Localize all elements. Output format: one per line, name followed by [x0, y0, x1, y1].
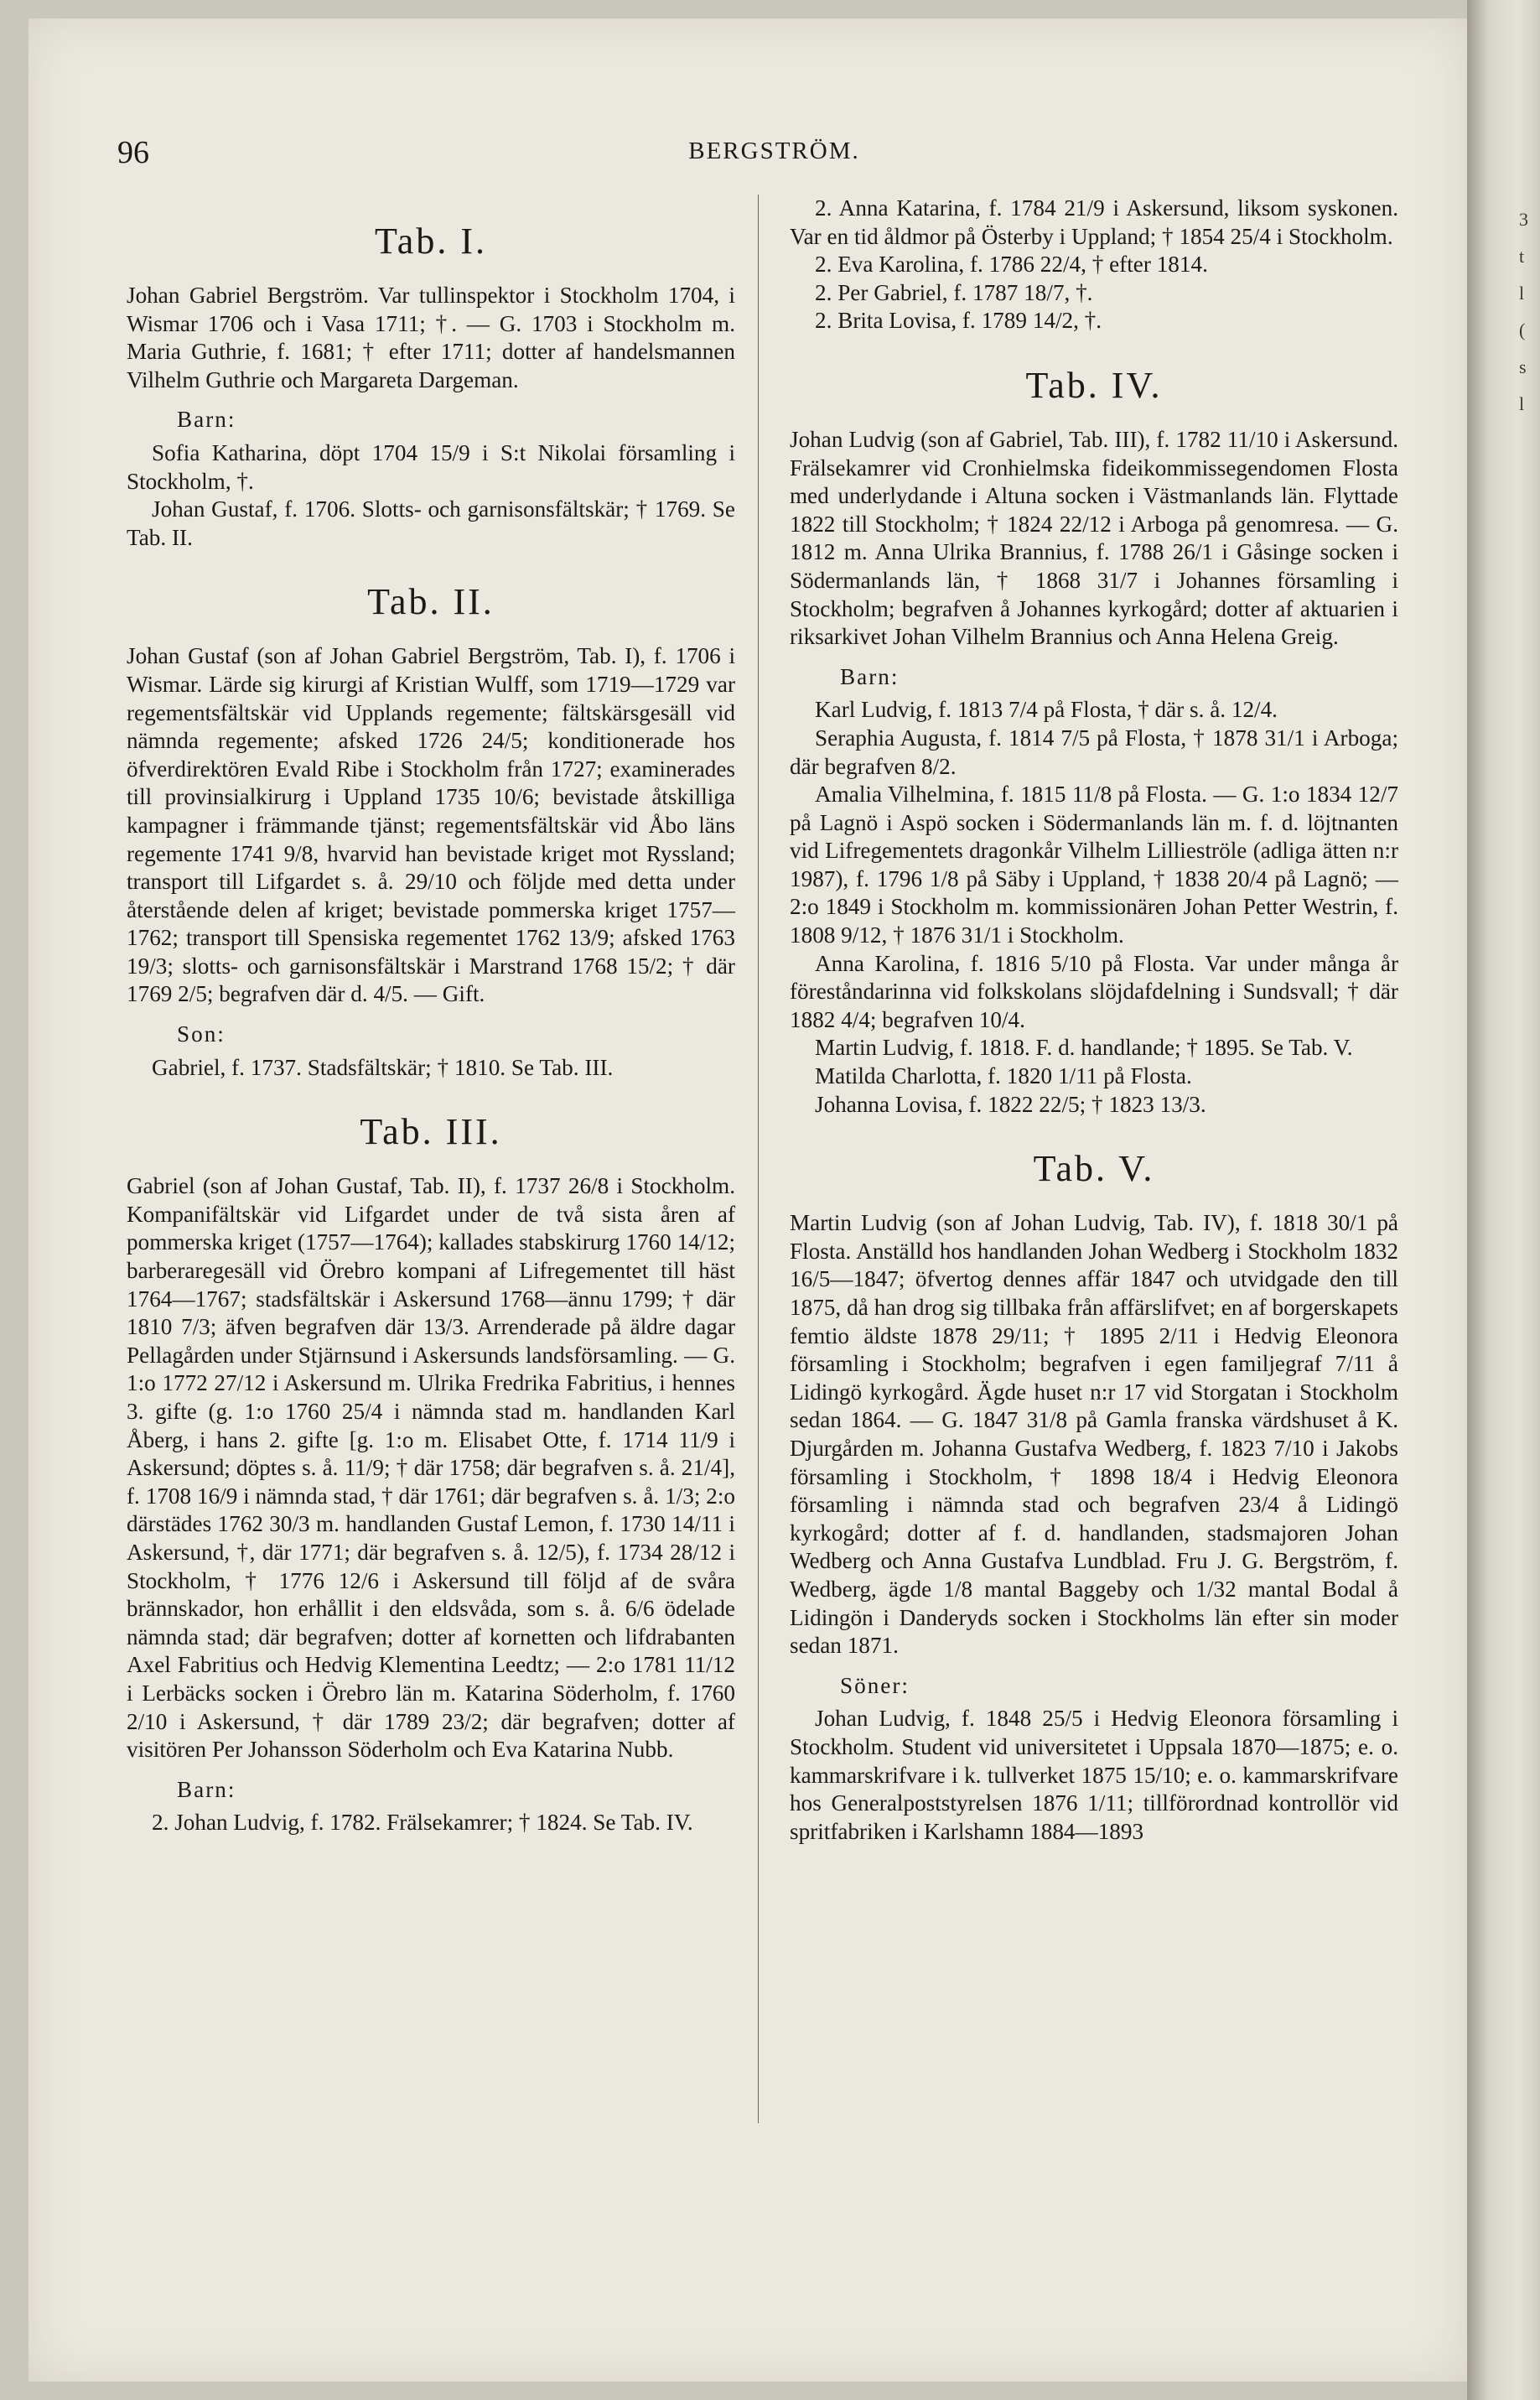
genealogy-table — [790, 361, 1398, 1119]
genealogy-table — [127, 577, 735, 1082]
child-entry: Matilda Charlotta, f. 1820 1/11 på Flosta. — [815, 1063, 1192, 1089]
children-label: Barn: — [177, 1776, 236, 1802]
edge-mark: t — [1519, 246, 1525, 267]
entry-text: Gabriel (son af Johan Gustaf, Tab. II), f. 1737 26/8 i Stockholm. Kompanifältskär vid Lifgardet under de två sista åren af pommerska kriget (1757—1764); kallades stabskirurg 1760 14/12; barberaregesäll vid Örebro kompani af Lifregementet till häst 1764—1767; stadsfältskär i Askersund 1768—ännu 1799; † där 1810 7/3; äfven begrafven där 13/3. Arrenderade på äldre dagar Pellagården under Stjärnsund i Askersunds landsförsamling. — G. 1:o 1772 27/12 i Askersund m. Ulrika Fredrika Fabritius, i hennes 3. gifte (g. 1:o 1760 25/4 i nämnda stad m. handlanden Karl Åberg, i hans 2. gifte [g. 1:o m. Elisabet Otte, f. 1714 11/9 i Askersund; döptes s. å. 11/9; † där 1758; där begrafven s. å. 21/4], f. 1708 16/9 i nämnda stad, † där 1761; där begrafven s. å. 1/3; 2:o därstädes 1762 30/3 m. handlanden Gustaf Lemon, f. 1730 14/11 i Askersund, †, där 1771; där begrafven s. å. 12/5), f. 1734 28/12 i Stockholm, † 1776 12/6 i Askersund till följd af de svåra brännskador, hon erhållit i den eldsvåda, som s. å. 6/6 ödelade nämnda stad; där begrafven; dotter af kornetten och lifdrabanten Axel Fabritius och Hedvig Klementina Leedtz; — 2:o 1781 11/12 i Lerbäcks socken i Örebro län m. Katarina Söderholm, f. 1760 2/10 i Askersund, † där 1789 23/2; där begrafven; dotter af visitören Per Johansson Söderholm och Eva Katarina Nubb. — [127, 1173, 735, 1763]
entry-text: Johan Gabriel Bergström. Var tullinspektor i Stockholm 1704, i Wismar 1706 och i Vasa 1711; †. — G. 1703 i Stockholm m. Maria Guthrie, f. 1681; † efter 1711; dotter af handelsmannen Vilhelm Guthrie och Margareta Dargeman. — [127, 283, 735, 392]
child-entry: 2. Johan Ludvig, f. 1782. Frälsekamrer; † 1824. Se Tab. IV. — [152, 1810, 693, 1836]
genealogy-table — [790, 1144, 1398, 1846]
page-header — [117, 134, 1431, 168]
adjacent-page-edge — [1519, 201, 1536, 423]
child-entry: Johanna Lovisa, f. 1822 22/5; † 1823 13/3. — [815, 1091, 1206, 1117]
table-heading: Tab. I. — [375, 221, 487, 262]
edge-mark: s — [1519, 356, 1527, 377]
children-label: Söner: — [840, 1672, 910, 1698]
entry-text: Johan Ludvig (son af Gabriel, Tab. III), f. 1782 11/10 i Askersund. Frälsekamrer vid Cronhielmska fideikommissegendomen Flosta med underlydande i Altuna socken i Västmanlands län. Flyttade 1822 till Stockholm; † 1824 22/12 i Arboga på genomresa. — G. 1812 m. Anna Ulrika Brannius, f. 1788 26/1 i Gåsinge socken i Södermanlands län, † 1868 31/7 i Johannes församling i Stockholm; begrafven å Johannes kyrkogård; dotter af aktuarien i riksarkivet Johan Vilhelm Brannius och Anna Helena Greig. — [790, 426, 1398, 650]
edge-mark: ( — [1519, 319, 1526, 340]
child-entry: Seraphia Augusta, f. 1814 7/5 på Flosta, † 1878 31/1 i Arboga; där begrafven 8/2. — [790, 725, 1398, 779]
child-entry: Anna Karolina, f. 1816 5/10 på Flosta. Var under många år föreståndarinna vid folkskolans slöjdafdelning i Sundsvall; † där 1882 4/4; begrafven 10/4. — [790, 950, 1398, 1032]
edge-mark: 3 — [1519, 209, 1528, 230]
child-entry: Martin Ludvig, f. 1818. F. d. handlande; † 1895. Se Tab. V. — [815, 1035, 1353, 1061]
children-label: Barn: — [840, 663, 900, 689]
right-column — [790, 195, 1398, 1846]
child-entry: Johan Gustaf, f. 1706. Slotts- och garnisonsfältskär; † 1769. Se Tab. II. — [127, 496, 735, 550]
edge-mark: l — [1519, 393, 1525, 414]
child-entry: Amalia Vilhelmina, f. 1815 11/8 på Flosta. — G. 1:o 1834 12/7 på Lagnö i Aspö socken i Södermanlands län m. f. d. löjtnanten vid Lifregementets dragonkår Vilhelm Lillieströle (adliga ätten n:r 1987), f. 1796 1/8 på Säby i Uppland, † 1838 20/4 på Lagnö; — 2:o 1849 i Stockholm m. kommissionären Johan Petter Westrin, f. 1808 9/12, † 1876 31/1 i Stockholm. — [790, 782, 1398, 948]
table-heading: Tab. II. — [367, 581, 495, 623]
edge-mark: l — [1519, 283, 1525, 304]
genealogy-table — [127, 1107, 735, 1837]
child-entry: Johan Ludvig, f. 1848 25/5 i Hedvig Eleonora församling i Stockholm. Student vid universitetet i Uppsala 1870—1875; e. o. kammarskrifvare i k. tullverket 1875 15/10; e. o. kammarskrifvare hos Generalpoststyrelsen 1876 1/11; tillförordnad kontrollör vid spritfabriken i Karlshamn 1884—1893 — [790, 1706, 1398, 1844]
table-heading: Tab. IV. — [1025, 364, 1163, 406]
child-entry: Sofia Katharina, döpt 1704 15/9 i S:t Nikolai församling i Stockholm, †. — [127, 439, 735, 494]
running-head: BERGSTRÖM. — [688, 138, 860, 164]
genealogy-table — [127, 216, 735, 552]
child-entry: 2. Anna Katarina, f. 1784 21/9 i Askersund, liksom syskonen. Var en tid åldmor på Österby i Uppland; † 1854 25/4 i Stockholm. — [790, 195, 1398, 249]
children-label: Barn: — [177, 407, 236, 433]
entry-text: Martin Ludvig (son af Johan Ludvig, Tab. IV), f. 1818 30/1 på Flosta. Anställd hos handlanden Johan Wedberg i Stockholm 1832 16/5—1847; öfvertog dennes affär 1847 och utvidgade den till 1875, då han drog sig tillbaka från affärslifvet; en af borgerskapets femtio äldste 1878 29/11; † 1895 2/11 i Hedvig Eleonora församling i Stockholm; begrafven i egen familjegraf 7/11 å Lidingö kyrkogård. Ägde huset n:r 17 vid Storgatan i Stockholm sedan 1864. — G. 1847 31/8 på Gamla franska värdshuset å K. Djurgården m. Johanna Gustafva Wedberg, f. 1823 7/10 i Jakobs församling i Stockholm, † 1898 18/4 i Hedvig Eleonora församling i nämnda stad och begrafven 23/4 å Lidingö kyrkogård; dotter af f. d. handlanden, stadsmajoren Johan Wedberg och Anna Gustafva Lundblad. Fru J. G. Bergström, f. Wedberg, ägde 1/8 mantal Baggeby och 1/32 mantal Bodal å Lidingön i Danderyds socken i Stockholms län efter sin moder sedan 1871. — [790, 1210, 1398, 1659]
child-entry: Karl Ludvig, f. 1813 7/4 på Flosta, † där s. å. 12/4. — [815, 697, 1278, 723]
child-entry: 2. Eva Karolina, f. 1786 22/4, † efter 1814. — [815, 252, 1208, 278]
page-number: 96 — [117, 135, 149, 170]
child-entry: 2. Per Gabriel, f. 1787 18/7, †. — [815, 279, 1093, 305]
left-column — [127, 195, 735, 1837]
entry-text: Johan Gustaf (son af Johan Gabriel Bergström, Tab. I), f. 1706 i Wismar. Lärde sig kirurgi af Kristian Wulff, som 1719—1729 var regementsfältskär vid Upplands regemente; fältskärsgesäll vid nämnda regemente; afsked 1726 24/5; konditionerade hos öfverdirektören Evald Ribe i Stockholm från 1727; examinerades till provinsialkirurg i Uppland 1735 10/6; bevistade åtskilliga kampagner i främmande tjänst; regementsfältskär vid Åbo läns regemente 1741 9/8, hvarvid han bevistade kriget mot Ryssland; transport till Lifgardet s. å. 29/10 och följde med detta under återstående delen af kriget; bevistade pommerska kriget 1757—1762; transport till Spensiska regementet 1762 13/9; afsked 1763 19/3; slotts- och garnisonsfältskär i Marstrand 1768 15/2; † där 1769 2/5; begrafven där d. 4/5. — Gift. — [127, 643, 735, 1007]
children-label: Son: — [177, 1021, 226, 1047]
table-heading: Tab. V. — [1033, 1148, 1155, 1190]
child-entry: Gabriel, f. 1737. Stadsfältskär; † 1810. Se Tab. III. — [152, 1054, 614, 1080]
column-divider — [758, 195, 759, 2123]
genealogy-table — [790, 195, 1398, 335]
table-heading: Tab. III. — [360, 1111, 502, 1153]
child-entry: 2. Brita Lovisa, f. 1789 14/2, †. — [815, 308, 1102, 334]
